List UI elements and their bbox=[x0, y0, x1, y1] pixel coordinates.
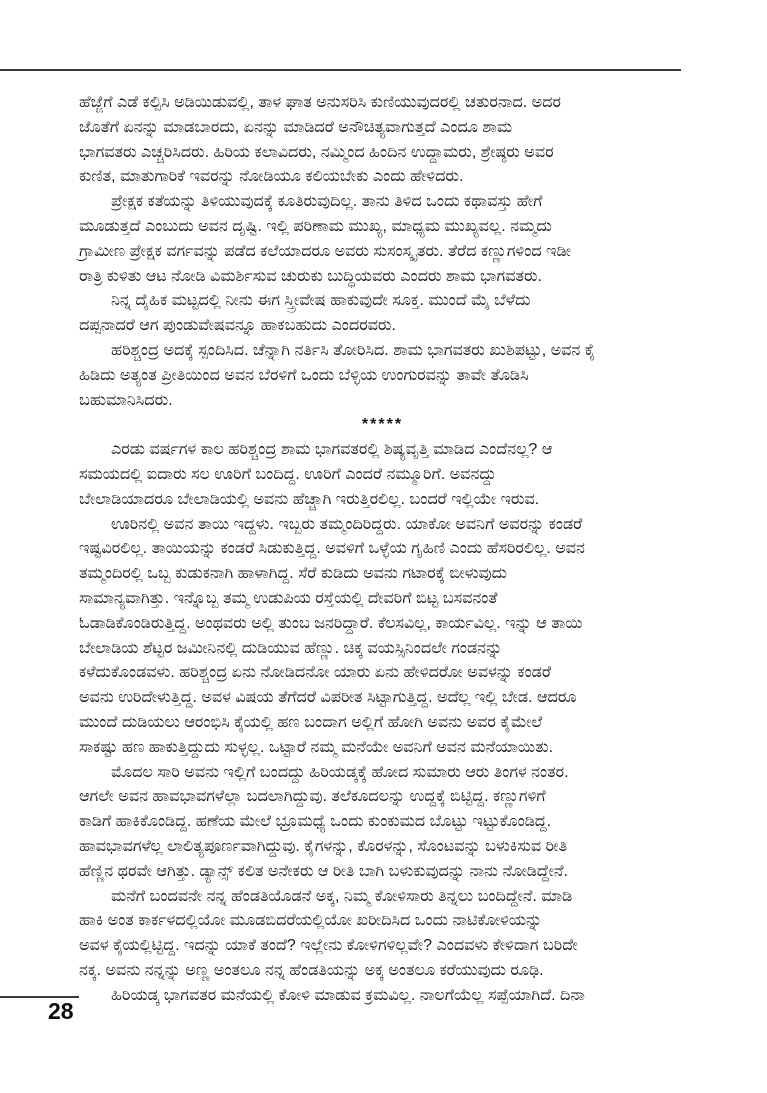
text-line: ಕಳೆದುಕೊಂಡವಳು. ಹರಿಶ್ಚಂದ್ರ ಏನು ನೋಡಿದನೋ ಯಾರು ಏನು ಹೇಳಿದರೋ ಅವಳನ್ನು ಕಂಡರೆ bbox=[79, 664, 551, 682]
text-line: ನಿನ್ನ ದೈಹಿಕ ಮಟ್ಟದಲ್ಲಿ ನೀನು ಈಗ ಸ್ತ್ರೀವೇಷ ಹಾಕುವುದೇ ಸೂಕ್ತ. ಮುಂದೆ ಮೈ ಬೆಳೆದು bbox=[111, 292, 531, 310]
text-line: ಸಮಯದಲ್ಲಿ ಐದಾರು ಸಲ ಊರಿಗೆ ಬಂದಿದ್ದ. ಊರಿಗೆ ಎಂದರೆ ನಮ್ಮೂರಿಗೆ. ಅವನದ್ದು bbox=[79, 465, 497, 483]
text-line: ಮೂಡುತ್ತದೆ ಎಂಬುದು ಅವನ ದೃಷ್ಟಿ. ಇಲ್ಲಿ ಪರಿಣಾಮ ಮುಖ್ಯ, ಮಾಧ್ಯಮ ಮುಖ್ಯವಲ್ಲ. ನಮ್ಮದು bbox=[79, 217, 552, 235]
text-line: ಓಡಾಡಿಕೊಂಡಿರುತ್ತಿದ್ದ. ಅಂಥವರು ಅಲ್ಲಿ ತುಂಬ ಜನರಿದ್ದಾರೆ. ಕೆಲಸವಿಲ್ಲ, ಕಾರ್ಯವಿಲ್ಲ. ಇನ್ನು ಆ ತಾಯಿ bbox=[79, 614, 583, 632]
text-line: ಮೊದಲ ಸಾರಿ ಅವನು ಇಲ್ಲಿಗೆ ಬಂದದ್ದು ಹಿರಿಯಡ್ಕಕ್ಕೆ ಹೋದ ಸುಮಾರು ಆರು ತಿಂಗಳ ನಂತರ. bbox=[111, 763, 569, 781]
text-line: ದಪ್ಪನಾದರೆ ಆಗ ಪುಂಡುವೇಷವನ್ನೂ ಹಾಕಬಹುದು ಎಂದರವರು. bbox=[79, 317, 396, 335]
text-line: ಹೆಣ್ಣಿನ ಥರವೇ ಆಗಿತ್ತು. ಡ್ಯಾನ್ಸ್ ಕಲಿತ ಅನೇಕರು ಆ ರೀತಿ ಬಾಗಿ ಬಳುಕುವುದನ್ನು ನಾನು ನೋಡಿದ್ದೇನೆ. bbox=[79, 862, 568, 880]
top-rule bbox=[0, 69, 681, 71]
text-line: ಅವಳ ಕೈಯಲ್ಲಿಟ್ಟಿದ್ದ. ಇದನ್ನು ಯಾಕೆ ತಂದೆ? ಇಲ್ಲೇನು ಕೋಳಿಗಳಿಲ್ಲವೇ? ಎಂದವಳು ಕೇಳಿದಾಗ ಬರಿದೇ bbox=[79, 937, 578, 955]
text-line: ಭಾಗವತರು ಎಚ್ಚರಿಸಿದರು. ಹಿರಿಯ ಕಲಾವಿದರು, ನಮ್ಮಿಂದ ಹಿಂದಿನ ಉದ್ದಾಮರು, ಶ್ರೇಷ್ಠರು ಅವರ bbox=[79, 143, 554, 161]
text-line: ಹಿರಿಯಡ್ಕ ಭಾಗವತರ ಮನೆಯಲ್ಲಿ ಕೋಳಿ ಮಾಡುವ ಕ್ರಮವಿಲ್ಲ. ನಾಲಗೆಯೆಲ್ಲ ಸಪ್ಪೆಯಾಗಿದೆ. ದಿನಾ bbox=[111, 986, 585, 1004]
text-line: ನಕ್ಕ. ಅವನು ನನ್ನನ್ನು ಅಣ್ಣ ಅಂತಲೂ ನನ್ನ ಹೆಂಡತಿಯನ್ನು ಅಕ್ಕ ಅಂತಲೂ ಕರೆಯುವುದು ರೂಢಿ. bbox=[79, 961, 544, 979]
text-line: ಕುಣಿತ, ಮಾತುಗಾರಿಕೆ ಇವರನ್ನು ನೋಡಿಯೂ ಕಲಿಯಬೇಕು ಎಂದು ಹೇಳಿದರು. bbox=[79, 168, 464, 186]
text-line: ಹಾಕಿ ಅಂತ ಕಾರ್ಕಳದಲ್ಲಿಯೋ ಮೂಡಬಿದರೆಯಲ್ಲಿಯೋ ಖರೀದಿಸಿದ ಒಂದು ನಾಟಿಕೋಳಿಯನ್ನು bbox=[79, 912, 543, 930]
text-line: ಇಷ್ಟವಿರಲಿಲ್ಲ. ತಾಯಿಯನ್ನು ಕಂಡರೆ ಸಿಡುಕುತ್ತಿದ್ದ. ಅವಳಿಗೆ ಒಳ್ಳೆಯ ಗೃಹಿಣಿ ಎಂದು ಹೆಸರಿರಲಿಲ್ಲ. ಅವನ bbox=[79, 540, 585, 558]
text-line: ಸಾಕಷ್ಟು ಹಣ ಹಾಕುತ್ತಿದ್ದುದು ಸುಳ್ಳಲ್ಲ. ಒಟ್ಟಾರೆ ನಮ್ಮ ಮನೆಯೇ ಅವನಿಗೆ ಅವನ ಮನೆಯಾಯಿತು. bbox=[79, 738, 554, 756]
text-line: ಹಾವಭಾವಗಳೆಲ್ಲ ಲಾಲಿತ್ಯಪೂರ್ಣವಾಗಿದ್ದುವು. ಕೈಗಳನ್ನು, ಕೊರಳನ್ನು, ಸೊಂಟವನ್ನು ಬಳುಕಿಸುವ ರೀತಿ bbox=[79, 837, 568, 855]
section-separator: ***** bbox=[361, 416, 404, 434]
text-line: ಹೆಜ್ಜೆಗೆ ಎಡೆ ಕಲ್ಪಿಸಿ ಅಡಿಯಿಡುವಲ್ಲಿ, ತಾಳ ಘಾತ ಅನುಸರಿಸಿ ಕುಣಿಯುವುದರಲ್ಲಿ ಚತುರನಾದ. ಅದರ bbox=[79, 94, 561, 111]
text-line: ಅವನು ಉರಿದೇಳುತ್ತಿದ್ದ. ಅವಳ ವಿಷಯ ತೆಗೆದರೆ ವಿಪರೀತ ಸಿಟ್ಟಾಗುತ್ತಿದ್ದ. ಅದೆಲ್ಲ ಇಲ್ಲಿ ಬೇಡ. ಆದರೂ bbox=[79, 689, 577, 707]
text-line: ಊರಿನಲ್ಲಿ ಅವನ ತಾಯಿ ಇದ್ದಳು. ಇಬ್ಬರು ತಮ್ಮಂದಿರಿದ್ದರು. ಯಾಕೋ ಅವನಿಗೆ ಅವರನ್ನು ಕಂಡರೆ bbox=[111, 515, 583, 533]
text-line: ಎರಡು ವರ್ಷಗಳ ಕಾಲ ಹರಿಶ್ಚಂದ್ರ ಶಾಮ ಭಾಗವತರಲ್ಲಿ ಶಿಷ್ಯವೃತ್ತಿ ಮಾಡಿದ ಎಂದೆನಲ್ಲ? ಆ bbox=[111, 441, 553, 459]
text-line: ಕಾಡಿಗೆ ಹಾಕಿಕೊಂಡಿದ್ದ. ಹಣೆಯ ಮೇಲೆ ಭ್ರೂಮಧ್ಯೆ ಒಂದು ಕುಂಕುಮದ ಬೊಟ್ಟು ಇಟ್ಟುಕೊಂಡಿದ್ದ. bbox=[79, 813, 552, 831]
text-line: ಆಗಲೇ ಅವನ ಹಾವಭಾವಗಳೆಲ್ಲಾ ಬದಲಾಗಿದ್ದುವು. ತಲೆಕೂದಲನ್ನು ಉದ್ದಕ್ಕೆ ಬಿಟ್ಟಿದ್ದ. ಕಣ್ಣುಗಳಿಗೆ bbox=[79, 788, 546, 806]
text-line: ತಮ್ಮಂದಿರಲ್ಲಿ ಒಬ್ಬ ಕುಡುಕನಾಗಿ ಹಾಳಾಗಿದ್ದ. ಸೆರೆ ಕುಡಿದು ಅವನು ಗಟಾರಕ್ಕೆ ಬೀಳುವುದು bbox=[79, 565, 507, 583]
text-line: ರಾತ್ರಿ ಕುಳಿತು ಆಟ ನೋಡಿ ವಿಮರ್ಶಿಸುವ ಚುರುಕು ಬುದ್ಧಿಯವರು ಎಂದರು ಶಾಮ ಭಾಗವತರು. bbox=[79, 267, 542, 285]
text-line: ಸಾಮಾನ್ಯವಾಗಿತ್ತು. ಇನ್ನೊಬ್ಬ ತಮ್ಮ ಉಡುಪಿಯ ರಸ್ತೆಯಲ್ಲಿ ದೇವರಿಗೆ ಬಿಟ್ಟ ಬಸವನಂತೆ bbox=[79, 589, 498, 607]
page-number: 28 bbox=[48, 998, 74, 1024]
text-line: ಜೊತೆಗೆ ಏನನ್ನು ಮಾಡಬಾರದು, ಏನನ್ನು ಮಾಡಿದರೆ ಅನೌಚಿತ್ಯವಾಗುತ್ತದೆ ಎಂದೂ ಶಾಮ bbox=[79, 118, 513, 136]
text-line: ಪ್ರೇಕ್ಷಕ ಕತೆಯನ್ನು ತಿಳಿಯುವುದಕ್ಕೆ ಕೂತಿರುವುದಿಲ್ಲ. ತಾನು ತಿಳಿದ ಒಂದು ಕಥಾವಸ್ತು ಹೇಗೆ bbox=[111, 193, 543, 211]
text-line: ಹಿಡಿದು ಅತ್ಯಂತ ಪ್ರೀತಿಯಿಂದ ಅವನ ಬೆರಳಿಗೆ ಒಂದು ಬೆಳ್ಳಿಯ ಉಂಗುರವನ್ನು ತಾವೇ ತೊಡಿಸಿ bbox=[79, 366, 529, 384]
text-line: ಬೇಲಾಡಿಯ ಶೆಟ್ಟರ ಜಮೀನಿನಲ್ಲಿ ದುಡಿಯುವ ಹೆಣ್ಣು. ಚಿಕ್ಕ ವಯಸ್ಸಿನಿಂದಲೇ ಗಂಡನನ್ನು bbox=[79, 639, 503, 657]
text-line: ಬೇಲಾಡಿಯಾದರೂ ಬೇಲಾಡಿಯಲ್ಲಿ ಅವನು ಹೆಚ್ಚಾಗಿ ಇರುತ್ತಿರಲಿಲ್ಲ. ಬಂದರೆ ಇಲ್ಲಿಯೇ ಇರುವ. bbox=[79, 490, 540, 508]
text-line: ಗ್ರಾಮೀಣ ಪ್ರೇಕ್ಷಕ ವರ್ಗವನ್ನು ಪಡೆದ ಕಲೆಯಾದರೂ ಅವರು ಸುಸಂಸ್ಕೃತರು. ತೆರೆದ ಕಣ್ಣುಗಳಿಂದ ಇಡೀ bbox=[79, 242, 572, 260]
text-column bbox=[79, 91, 706, 1008]
text-line: ಮನೆಗೆ ಬಂದವನೇ ನನ್ನ ಹೆಂಡತಿಯೊಡನೆ ಅಕ್ಕ, ನಿಮ್ಮ ಕೋಳಿಸಾರು ತಿನ್ನಲು ಬಂದಿದ್ದೇನೆ. ಮಾಡಿ bbox=[111, 887, 573, 905]
text-line: ಹರಿಶ್ಚಂದ್ರ ಅದಕ್ಕೆ ಸ್ಪಂದಿಸಿದ. ಚೆನ್ನಾಗಿ ನರ್ತಿಸಿ ತೋರಿಸಿದ. ಶಾಮ ಭಾಗವತರು ಖುಶಿಪಟ್ಟು, ಅವನ ಕೈ bbox=[111, 341, 596, 359]
text-line: ಮುಂದೆ ದುಡಿಯಲು ಆರಂಭಿಸಿ ಕೈಯಲ್ಲಿ ಹಣ ಬಂದಾಗ ಅಲ್ಲಿಗೆ ಹೋಗಿ ಅವನು ಅವರ ಕೈಮೇಲೆ bbox=[79, 713, 543, 731]
text-line: ಬಹುಮಾನಿಸಿದರು. bbox=[79, 391, 173, 409]
